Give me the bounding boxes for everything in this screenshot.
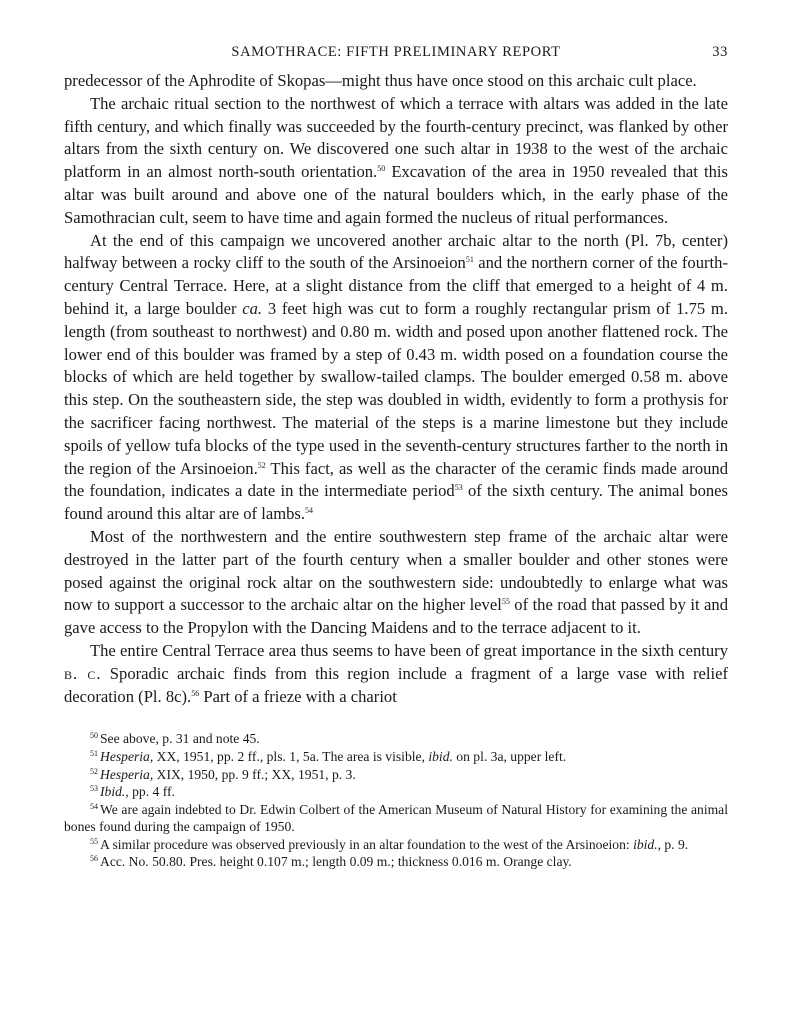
paragraph-text: Most of the northwestern and the entire southwestern step frame of the archaic altar were destroyed in the latter part of the fourth century when a smaller boulder and other stones were posed against the original rock altar on the southwestern side: undoubtedly to enlarge what was now to support a successor to the archaic altar on the higher level (64, 526, 728, 615)
footnote-53 (64, 783, 728, 801)
footnote-italic: Hesperia, (100, 766, 154, 782)
footnote-ref: 51 (465, 255, 474, 265)
footnote-italic: Hesperia, (100, 748, 154, 764)
italic-text: ca. (242, 298, 263, 318)
footnote-text: XX, 1951, pp. 2 ff., pls. 1, 5a. The area is visible, (153, 748, 429, 764)
footnote-mark: 52 (90, 766, 98, 776)
paragraph-2 (64, 93, 728, 230)
paragraph-5 (64, 640, 728, 708)
footnotes (64, 730, 728, 871)
footnote-italic: ibid., (633, 836, 662, 852)
paragraph-text: The entire Central Terrace area thus seems to have been of great importance in the sixth century (90, 640, 728, 660)
paragraph-1 (64, 70, 728, 93)
footnote-ref: 52 (257, 460, 266, 470)
paragraph-3 (64, 230, 728, 526)
footnote-55 (64, 836, 728, 854)
running-title: SAMOTHRACE: FIFTH PRELIMINARY REPORT (231, 44, 561, 60)
footnote-ref: 54 (305, 506, 313, 516)
footnote-mark: 54 (90, 801, 98, 811)
page (64, 44, 728, 871)
paragraph-text: The archaic ritual section to the northwest of which a terrace with altars was added in the late fifth century, and which finally was succeeded by the fourth-century precinct, was flanked by other altars from the sixth century on. We discovered one such altar in 1938 to the west of the archaic platform in an almost north-south orientation. (64, 93, 728, 182)
footnote-text: Acc. No. 50.80. Pres. height 0.107 m.; length 0.09 m.; thickness 0.016 m. Orange clay. (100, 854, 572, 870)
footnote-text: on pl. 3a, upper left. (452, 748, 567, 764)
paragraph-text: 3 feet high was cut to form a roughly rectangular prism of 1.75 m. length (from southeast to northwest) and 0.80 m. width and posed upon another flattened rock. The lower end of this boulder was framed by a step of 0.43 m. width posed on a foundation course the blocks of which are held together by swallow-tailed clamps. The boulder emerged 0.58 m. above this step. On the southeastern side, the step was doubled in width, evidently to form a prothysis for the sacrificer facing northwest. The material of the steps is a marine limestone but they include spoils of yellow tufa blocks of the type used in the seventh-century structures farther to the north in the region of the Arsinoeion. (64, 298, 728, 478)
footnote-text: p. 9. (661, 836, 689, 852)
paragraph-text: of the sixth century. The animal bones found around this altar are of lambs. (64, 481, 728, 524)
footnote-56 (64, 853, 728, 871)
paragraph-4 (64, 526, 728, 640)
body-text (64, 70, 728, 708)
footnote-mark: 55 (90, 836, 98, 846)
footnote-text: pp. 4 ff. (128, 784, 175, 800)
footnote-italic: Ibid., (100, 784, 129, 800)
small-caps-text: b. c. (64, 663, 102, 683)
paragraph-text: At the end of this campaign we uncovered another archaic altar to the north (Pl. 7b, center) halfway between a rocky cliff to the south of the Arsinoeion (64, 230, 728, 273)
footnote-51 (64, 748, 728, 766)
footnote-mark: 51 (90, 748, 98, 758)
footnote-italic: ibid. (428, 748, 453, 764)
footnote-50 (64, 730, 728, 748)
footnote-ref: 55 (501, 597, 510, 607)
paragraph-text: Excavation of the area in 1950 revealed that this altar was built around and above one of the natural boulders which, in the early phase of the Samothracian cult, seem to have time and again formed the nucleus of ritual performances. (64, 162, 728, 227)
footnote-text: We are again indebted to Dr. Edwin Colbert of the American Museum of Natural History for examining the animal bones found during the campaign of 1950. (64, 801, 728, 835)
footnote-ref: 53 (454, 483, 463, 493)
paragraph-text: This fact, as well as the character of the ceramic finds made around the foundation, indicates a date in the intermediate period (64, 458, 729, 501)
paragraph-text: predecessor of the Aphrodite of Skopas—might thus have once stood on this archaic cult place. (64, 71, 697, 90)
page-number: 33 (712, 44, 728, 60)
footnote-text: A similar procedure was observed previously in an altar foundation to the west of the Arsinoeion: (100, 836, 634, 852)
footnote-text: XIX, 1950, pp. 9 ff.; XX, 1951, p. 3. (153, 766, 356, 782)
footnote-ref: 50 (377, 164, 386, 174)
footnote-54 (64, 801, 728, 836)
paragraph-text: Sporadic archaic finds from this region include a fragment of a large vase with relief decoration (Pl. 8c). (64, 663, 728, 706)
paragraph-text: of the road that passed by it and gave access to the Propylon with the Dancing Maidens and to the terrace adjacent to it. (64, 595, 728, 638)
footnote-text: See above, p. 31 and note 45. (100, 731, 260, 747)
footnote-mark: 56 (90, 854, 98, 864)
footnote-mark: 53 (90, 784, 98, 794)
paragraph-text: and the northern corner of the fourth-century Central Terrace. Here, at a slight distance from the cliff that emerged to a height of 4 m. behind it, a large boulder (64, 253, 728, 318)
footnote-mark: 50 (90, 731, 98, 741)
running-head (64, 44, 728, 70)
footnote-52 (64, 766, 728, 784)
paragraph-text: Part of a frieze with a chariot (199, 686, 397, 706)
footnote-ref: 56 (191, 688, 200, 698)
